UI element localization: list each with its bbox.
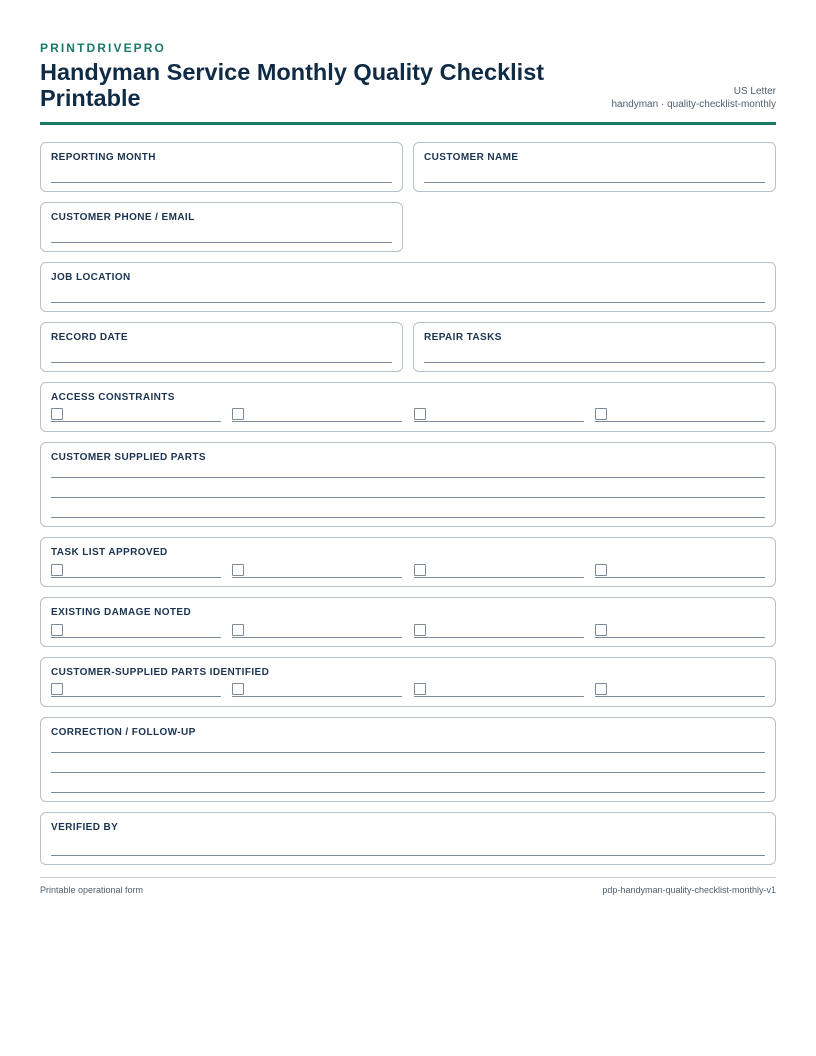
task-list-approved-field <box>40 537 776 587</box>
document-tags: handyman · quality-checklist-monthly <box>611 99 776 110</box>
checkbox-icon[interactable] <box>595 683 607 695</box>
checkbox-line <box>51 637 221 638</box>
checkbox-icon[interactable] <box>232 564 244 576</box>
existing-damage-noted-field <box>40 597 776 647</box>
access-constraints-label: ACCESS CONSTRAINTS <box>51 392 175 403</box>
checkbox-line <box>232 696 402 697</box>
checkbox-item[interactable] <box>232 408 402 422</box>
customer-contact-field <box>40 202 403 252</box>
checkbox-line <box>414 421 584 422</box>
checkbox-line <box>595 421 765 422</box>
checkbox-icon[interactable] <box>414 683 426 695</box>
existing-damage-noted-label: EXISTING DAMAGE NOTED <box>51 607 192 618</box>
job-location-field <box>40 262 776 312</box>
checkbox-icon[interactable] <box>51 624 63 636</box>
writing-line[interactable] <box>51 517 765 518</box>
customer-supplied-parts-field <box>40 442 776 527</box>
checkbox-item[interactable] <box>414 683 584 697</box>
record-date-field <box>40 322 403 372</box>
verified-by-field <box>40 812 776 865</box>
repair-tasks-line[interactable] <box>424 362 765 363</box>
customer-name-line[interactable] <box>424 182 765 183</box>
paper-size: US Letter <box>733 86 776 97</box>
customer-supplied-parts-label: CUSTOMER SUPPLIED PARTS <box>51 452 206 463</box>
customer-contact-line[interactable] <box>51 242 392 243</box>
checkbox-icon[interactable] <box>232 683 244 695</box>
parts-identified-field <box>40 657 776 707</box>
checkbox-line <box>232 637 402 638</box>
checkbox-item[interactable] <box>595 683 765 697</box>
customer-contact-label: CUSTOMER PHONE / EMAIL <box>51 212 195 223</box>
checkbox-line <box>595 696 765 697</box>
reporting-month-line[interactable] <box>51 182 392 183</box>
footer-rule <box>40 877 776 878</box>
writing-line[interactable] <box>51 772 765 773</box>
checkbox-item[interactable] <box>595 624 765 638</box>
checkbox-item[interactable] <box>51 624 221 638</box>
checkbox-item[interactable] <box>414 564 584 578</box>
brand-name: PRINTDRIVEPRO <box>40 41 166 55</box>
checkbox-icon[interactable] <box>595 408 607 420</box>
footer-form-id: pdp-handyman-quality-checklist-monthly-v1 <box>602 885 776 895</box>
checkbox-item[interactable] <box>51 564 221 578</box>
checkbox-line <box>414 577 584 578</box>
checkbox-icon[interactable] <box>414 564 426 576</box>
access-constraints-field <box>40 382 776 432</box>
repair-tasks-field <box>413 322 776 372</box>
checkbox-icon[interactable] <box>595 564 607 576</box>
checkbox-item[interactable] <box>414 624 584 638</box>
parts-identified-label: CUSTOMER-SUPPLIED PARTS IDENTIFIED <box>51 667 270 678</box>
checkbox-icon[interactable] <box>232 624 244 636</box>
checkbox-item[interactable] <box>232 624 402 638</box>
job-location-line[interactable] <box>51 302 765 303</box>
verified-by-line[interactable] <box>51 855 765 856</box>
checkbox-item[interactable] <box>51 683 221 697</box>
checkbox-line <box>51 696 221 697</box>
checkbox-icon[interactable] <box>232 408 244 420</box>
checkbox-item[interactable] <box>51 408 221 422</box>
reporting-month-field <box>40 142 403 192</box>
footer-form-type: Printable operational form <box>40 885 144 895</box>
checkbox-icon[interactable] <box>51 408 63 420</box>
writing-line[interactable] <box>51 497 765 498</box>
checkbox-icon[interactable] <box>51 683 63 695</box>
writing-line[interactable] <box>51 477 765 478</box>
writing-line[interactable] <box>51 752 765 753</box>
checkbox-line <box>595 577 765 578</box>
page-title: Handyman Service Monthly Quality Checklist Printable <box>40 59 545 111</box>
checkbox-item[interactable] <box>232 564 402 578</box>
checkbox-line <box>414 696 584 697</box>
checkbox-item[interactable] <box>414 408 584 422</box>
checkbox-item[interactable] <box>232 683 402 697</box>
customer-name-field <box>413 142 776 192</box>
correction-follow-up-label: CORRECTION / FOLLOW-UP <box>51 727 196 738</box>
checkbox-line <box>232 577 402 578</box>
checkbox-icon[interactable] <box>595 624 607 636</box>
checkbox-icon[interactable] <box>414 408 426 420</box>
record-date-label: RECORD DATE <box>51 332 128 343</box>
checkbox-item[interactable] <box>595 408 765 422</box>
repair-tasks-label: REPAIR TASKS <box>424 332 502 343</box>
verified-by-label: VERIFIED BY <box>51 822 119 833</box>
customer-name-label: CUSTOMER NAME <box>424 152 519 163</box>
record-date-line[interactable] <box>51 362 392 363</box>
header-rule <box>40 122 776 125</box>
task-list-approved-label: TASK LIST APPROVED <box>51 547 168 558</box>
checkbox-item[interactable] <box>595 564 765 578</box>
checkbox-line <box>232 421 402 422</box>
document-meta <box>611 85 776 111</box>
checkbox-icon[interactable] <box>414 624 426 636</box>
checkbox-line <box>51 421 221 422</box>
writing-line[interactable] <box>51 792 765 793</box>
checkbox-line <box>414 637 584 638</box>
checkbox-line <box>51 577 221 578</box>
correction-follow-up-field <box>40 717 776 802</box>
reporting-month-label: REPORTING MONTH <box>51 152 156 163</box>
checkbox-line <box>595 637 765 638</box>
checkbox-icon[interactable] <box>51 564 63 576</box>
job-location-label: JOB LOCATION <box>51 272 131 283</box>
